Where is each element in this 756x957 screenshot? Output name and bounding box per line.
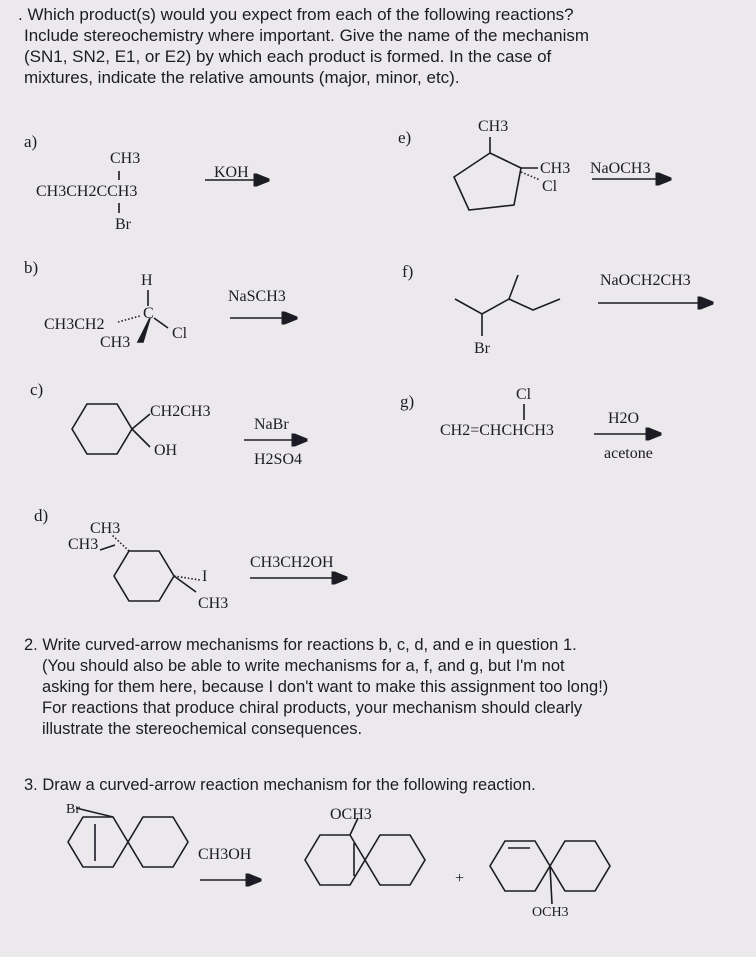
question-2-line-4: For reactions that produce chiral products, your mechanism should clearly	[42, 699, 583, 717]
reaction-g-label: g)	[400, 392, 415, 411]
q3-product2-ring-2	[550, 841, 610, 891]
question-1-line-3: (SN1, SN2, E1, or E2) by which each product is formed. In the case of	[24, 47, 552, 66]
reaction-g-cl: Cl	[516, 386, 532, 403]
reaction-a-bottom-group: Br	[115, 216, 131, 233]
reaction-c-reagent-bottom: H2SO4	[254, 451, 303, 468]
chain-f	[455, 299, 560, 314]
reaction-a-reagent: KOH	[214, 164, 249, 181]
bond-b-cl	[154, 318, 168, 328]
q3-reactant-bond-br	[76, 808, 113, 817]
reaction-a-label: a)	[24, 132, 38, 151]
reaction-b-carbon: C	[143, 305, 154, 322]
reaction-b-bottom: CH3	[100, 334, 131, 351]
question-3-reagent: CH3OH	[198, 846, 252, 863]
reaction-f-bromo: Br	[474, 340, 490, 357]
question-2-number: 2.	[24, 636, 38, 654]
reaction-g-reagent-bottom: acetone	[604, 445, 653, 462]
ring-e	[454, 153, 521, 210]
question-2-line-2: (You should also be able to write mechanisms for a, f, and g, but I'm not	[42, 657, 565, 675]
reaction-b-right: Cl	[172, 325, 188, 342]
question-2-line-3: asking for them here, because I don't want to make this assignment too long!)	[42, 678, 609, 696]
ring-d	[114, 551, 174, 601]
reaction-e-methyl: CH3	[540, 160, 571, 177]
question-2-line-5: illustrate the stereochemical consequences.	[42, 720, 363, 738]
question-2-line-1: Write curved-arrow mechanisms for reactions b, c, d, and e in question 1.	[42, 636, 577, 654]
ring-c	[72, 404, 132, 454]
reaction-d-reagent: CH3CH2OH	[250, 554, 334, 571]
reaction-b-left: CH3CH2	[44, 316, 105, 333]
reaction-d-methyl1: CH3	[90, 520, 121, 537]
reaction-f-reagent: NaOCH2CH3	[600, 272, 691, 289]
reaction-c-reagent-top: NaBr	[254, 416, 289, 433]
reaction-d-iodo: I	[202, 568, 208, 585]
q3-product2-bond-och3	[550, 866, 552, 904]
reaction-e-reagent: NaOCH3	[590, 160, 651, 177]
reaction-g-main: CH2=CHCHCH3	[440, 422, 554, 439]
question-3-line: Draw a curved-arrow reaction mechanism for the following reaction.	[42, 776, 536, 794]
question-1-bullet: .	[18, 5, 23, 24]
question-1-line-1: Which product(s) would you expect from each of the following reactions?	[27, 5, 574, 24]
reaction-e-label: e)	[398, 128, 412, 147]
reaction-b-reagent: NaSCH3	[228, 288, 286, 305]
reaction-c-ethyl: CH2CH3	[150, 403, 211, 420]
question-3-product2-och3: OCH3	[532, 905, 569, 920]
hash-b	[118, 316, 140, 322]
reaction-b-label: b)	[24, 258, 39, 277]
reaction-a-top-group: CH3	[110, 150, 141, 167]
bond-c-ethyl	[132, 414, 150, 429]
question-3-product1-och3: OCH3	[330, 806, 372, 823]
hash-e-cl	[521, 172, 540, 180]
reaction-g-reagent-top: H2O	[608, 410, 640, 427]
q3-reactant-ring-1	[68, 817, 128, 867]
question-3-text	[24, 775, 536, 796]
q3-product1-ring-2	[365, 835, 425, 885]
question-2-text	[24, 635, 608, 740]
bond-c-oh	[132, 429, 150, 447]
reaction-e-cl: Cl	[542, 178, 558, 195]
reaction-b-top-group: H	[141, 272, 153, 289]
question-3-number: 3.	[24, 776, 38, 794]
question-3-reactant-br: Br	[66, 802, 80, 817]
reaction-f-label: f)	[402, 262, 414, 281]
reaction-a-main: CH3CH2CCH3	[36, 183, 138, 200]
reaction-d-label: d)	[34, 506, 49, 525]
reaction-d-methyl2: CH3	[68, 536, 99, 553]
question-3-plus: +	[455, 870, 465, 887]
question-1-line-2: Include stereochemistry where important. Give the name of the mechanism	[24, 26, 590, 45]
q3-product1-ring-1	[305, 835, 365, 885]
bond-f-branch	[509, 275, 518, 299]
reaction-d-methyl3: CH3	[198, 595, 229, 612]
reaction-c-oh: OH	[154, 442, 178, 459]
question-1-line-4: mixtures, indicate the relative amounts (major, minor, etc).	[24, 68, 460, 87]
bond-d-methyl1	[100, 545, 115, 550]
q3-reactant-ring-2	[128, 817, 188, 867]
reaction-e-top-group: CH3	[478, 118, 509, 135]
reaction-c-label: c)	[30, 380, 44, 399]
